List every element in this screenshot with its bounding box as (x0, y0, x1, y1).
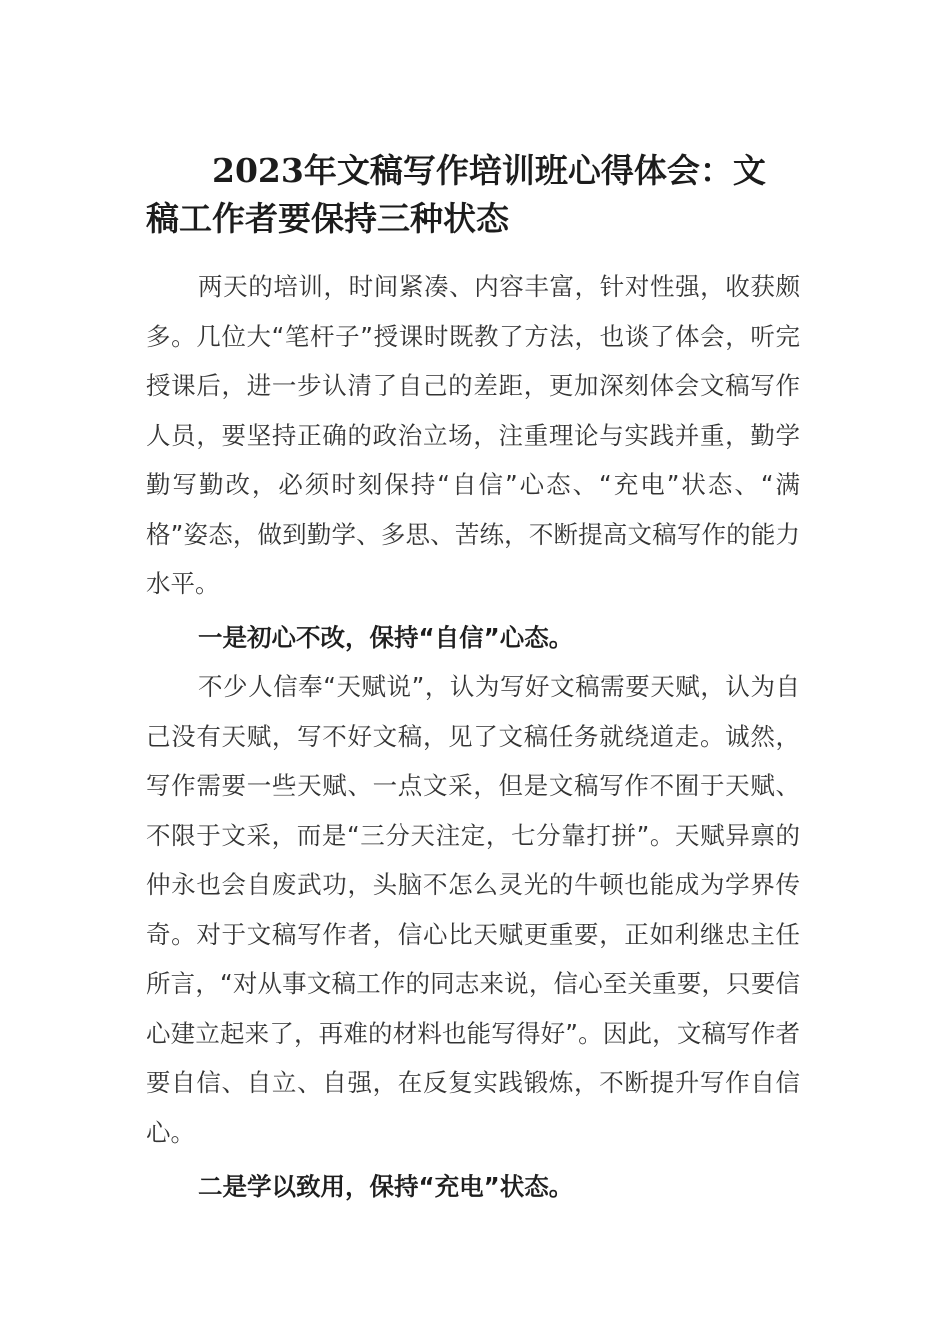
section-heading-1: 一是初心不改，保持“自信”心态。 (198, 623, 574, 652)
paragraph-intro: 两天的培训，时间紧凑、内容丰富，针对性强，收获颇多。几位大“笔杆子”授课时既教了方法，也谈了体会，听完授课后，进一步认清了自己的差距，更加深刻体会文稿写作人员，要坚持正确的政治立场，注重理论与实践并重，勤学勤写勤改，必须时刻保持“自信”心态、“充电”状态、“满格”姿态，做到勤学、多思、苦练，不断提高文稿写作的能力水平。 (146, 272, 800, 598)
section-heading-2: 二是学以致用，保持“充电”状态。 (198, 1172, 574, 1201)
document-title: 2023年文稿写作培训班心得体会：文稿工作者要保持三种状态 (146, 151, 766, 238)
paragraph-section-1: 不少人信奉“天赋说”，认为写好文稿需要天赋，认为自己没有天赋，写不好文稿，见了文稿任务就绕道走。诚然，写作需要一些天赋、一点文采，但是文稿写作不囿于天赋、不限于文采，而是“三分天注定，七分靠打拼”。天赋异禀的仲永也会自废武功，头脑不怎么灵光的牛顿也能成为学界传奇。对于文稿写作者，信心比天赋更重要，正如利继忠主任所言，“对从事文稿工作的同志来说，信心至关重要，只要信心建立起来了，再难的材料也能写得好”。因此，文稿写作者要自信、自立、自强，在反复实践锻炼，不断提升写作自信心。 (146, 672, 800, 1147)
